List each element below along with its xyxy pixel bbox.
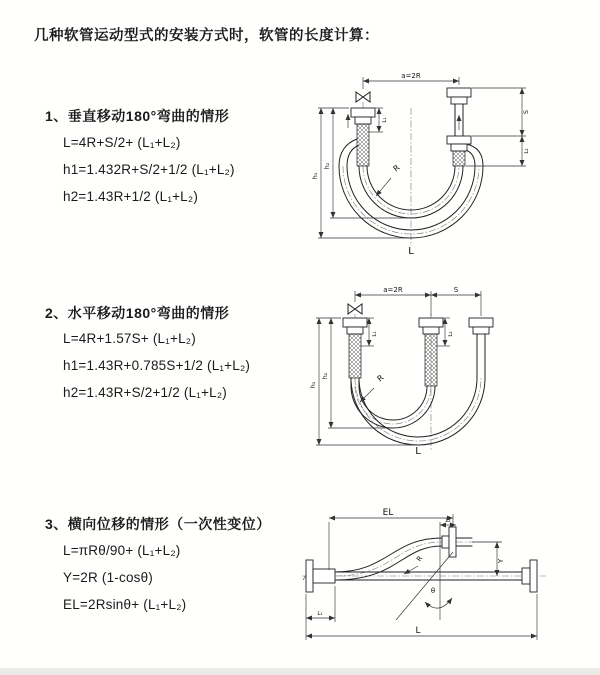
dim-label-l1: L₁ [382,117,388,123]
hose-u-bends [351,378,485,445]
formula-line: Y=2R (1-cosθ) [63,570,154,585]
formula-line: h1=1.432R+S/2+1/2 (L₁+L₂) [63,162,235,177]
valve-symbol [356,92,370,102]
formula-line: L=4R+1.57S+ (L₁+L₂) [63,331,196,346]
page-title: 几种软管运动型式的安装方式时，软管的长度计算： [34,28,379,44]
right-flange-fitting [522,560,537,592]
formula-line: L=πRθ/90+ (L₁+L₂) [63,543,181,558]
diagram-lateral-displacement [300,496,585,646]
left-pipe-fitting [351,108,375,166]
dimension-lines [306,514,537,640]
section-2-heading: 2、水平移动180°弯曲的情形 [45,305,230,321]
formula-line: h2=1.43R+S/2+1/2 (L₁+L₂) [63,385,227,400]
diagram-vertical-180-bend [308,68,568,258]
formula-line: h2=1.43R+1/2 (L₁+L₂) [63,189,199,204]
valve-symbol [348,304,362,314]
dim-label-l2: L₂ [448,331,454,337]
right-pipe-fitting [469,318,493,378]
section-1-heading: 1、垂直移动180°弯曲的情形 [45,108,230,124]
dim-label-el: EL [382,508,394,518]
diagram-horizontal-180-bend [308,282,583,457]
page-bottom-scan-edge [0,668,600,675]
dim-label-r: R [415,554,425,564]
dim-label-h2: h₂ [321,372,329,380]
dim-label-s: S [522,109,530,115]
dimension-lines [318,77,526,238]
dim-label-r: R [375,373,386,384]
formula-line: EL=2Rsinθ+ (L₁+L₂) [63,597,187,612]
dimension-lines [316,291,481,445]
dim-label-s: S [453,286,459,294]
dim-label-theta: θ [430,587,436,595]
dim-label-l: L [415,626,421,636]
dim-label-y: Y [497,558,505,564]
dim-label-h1: h₁ [309,381,317,389]
dim-label-h1: h₁ [311,172,319,180]
dim-label-span: a=2R [401,72,421,80]
dim-label-l1: L₁ [372,331,378,337]
left-flange-fitting [306,560,335,592]
dim-label-h2: h₂ [323,162,331,170]
dim-label-l2: L₂ [524,148,530,154]
section-3-heading: 3、横向位移的情形（一次性变位） [45,516,271,532]
hose-s-curve [335,538,522,580]
middle-pipe-fitting [419,318,443,386]
formula-line: L=4R+S/2+ (L₁+L₂) [63,135,181,150]
dim-label-l2: L₂ [445,518,451,524]
dim-label-r: R [391,163,402,174]
dim-label-l: L [408,246,414,257]
dim-label-l1: L₁ [317,611,323,617]
dim-label-span: a=2R [383,286,403,294]
formula-line: h1=1.43R+0.785S+1/2 (L₁+L₂) [63,358,251,373]
left-pipe-fitting [343,318,367,378]
dim-label-l: L [415,446,421,457]
